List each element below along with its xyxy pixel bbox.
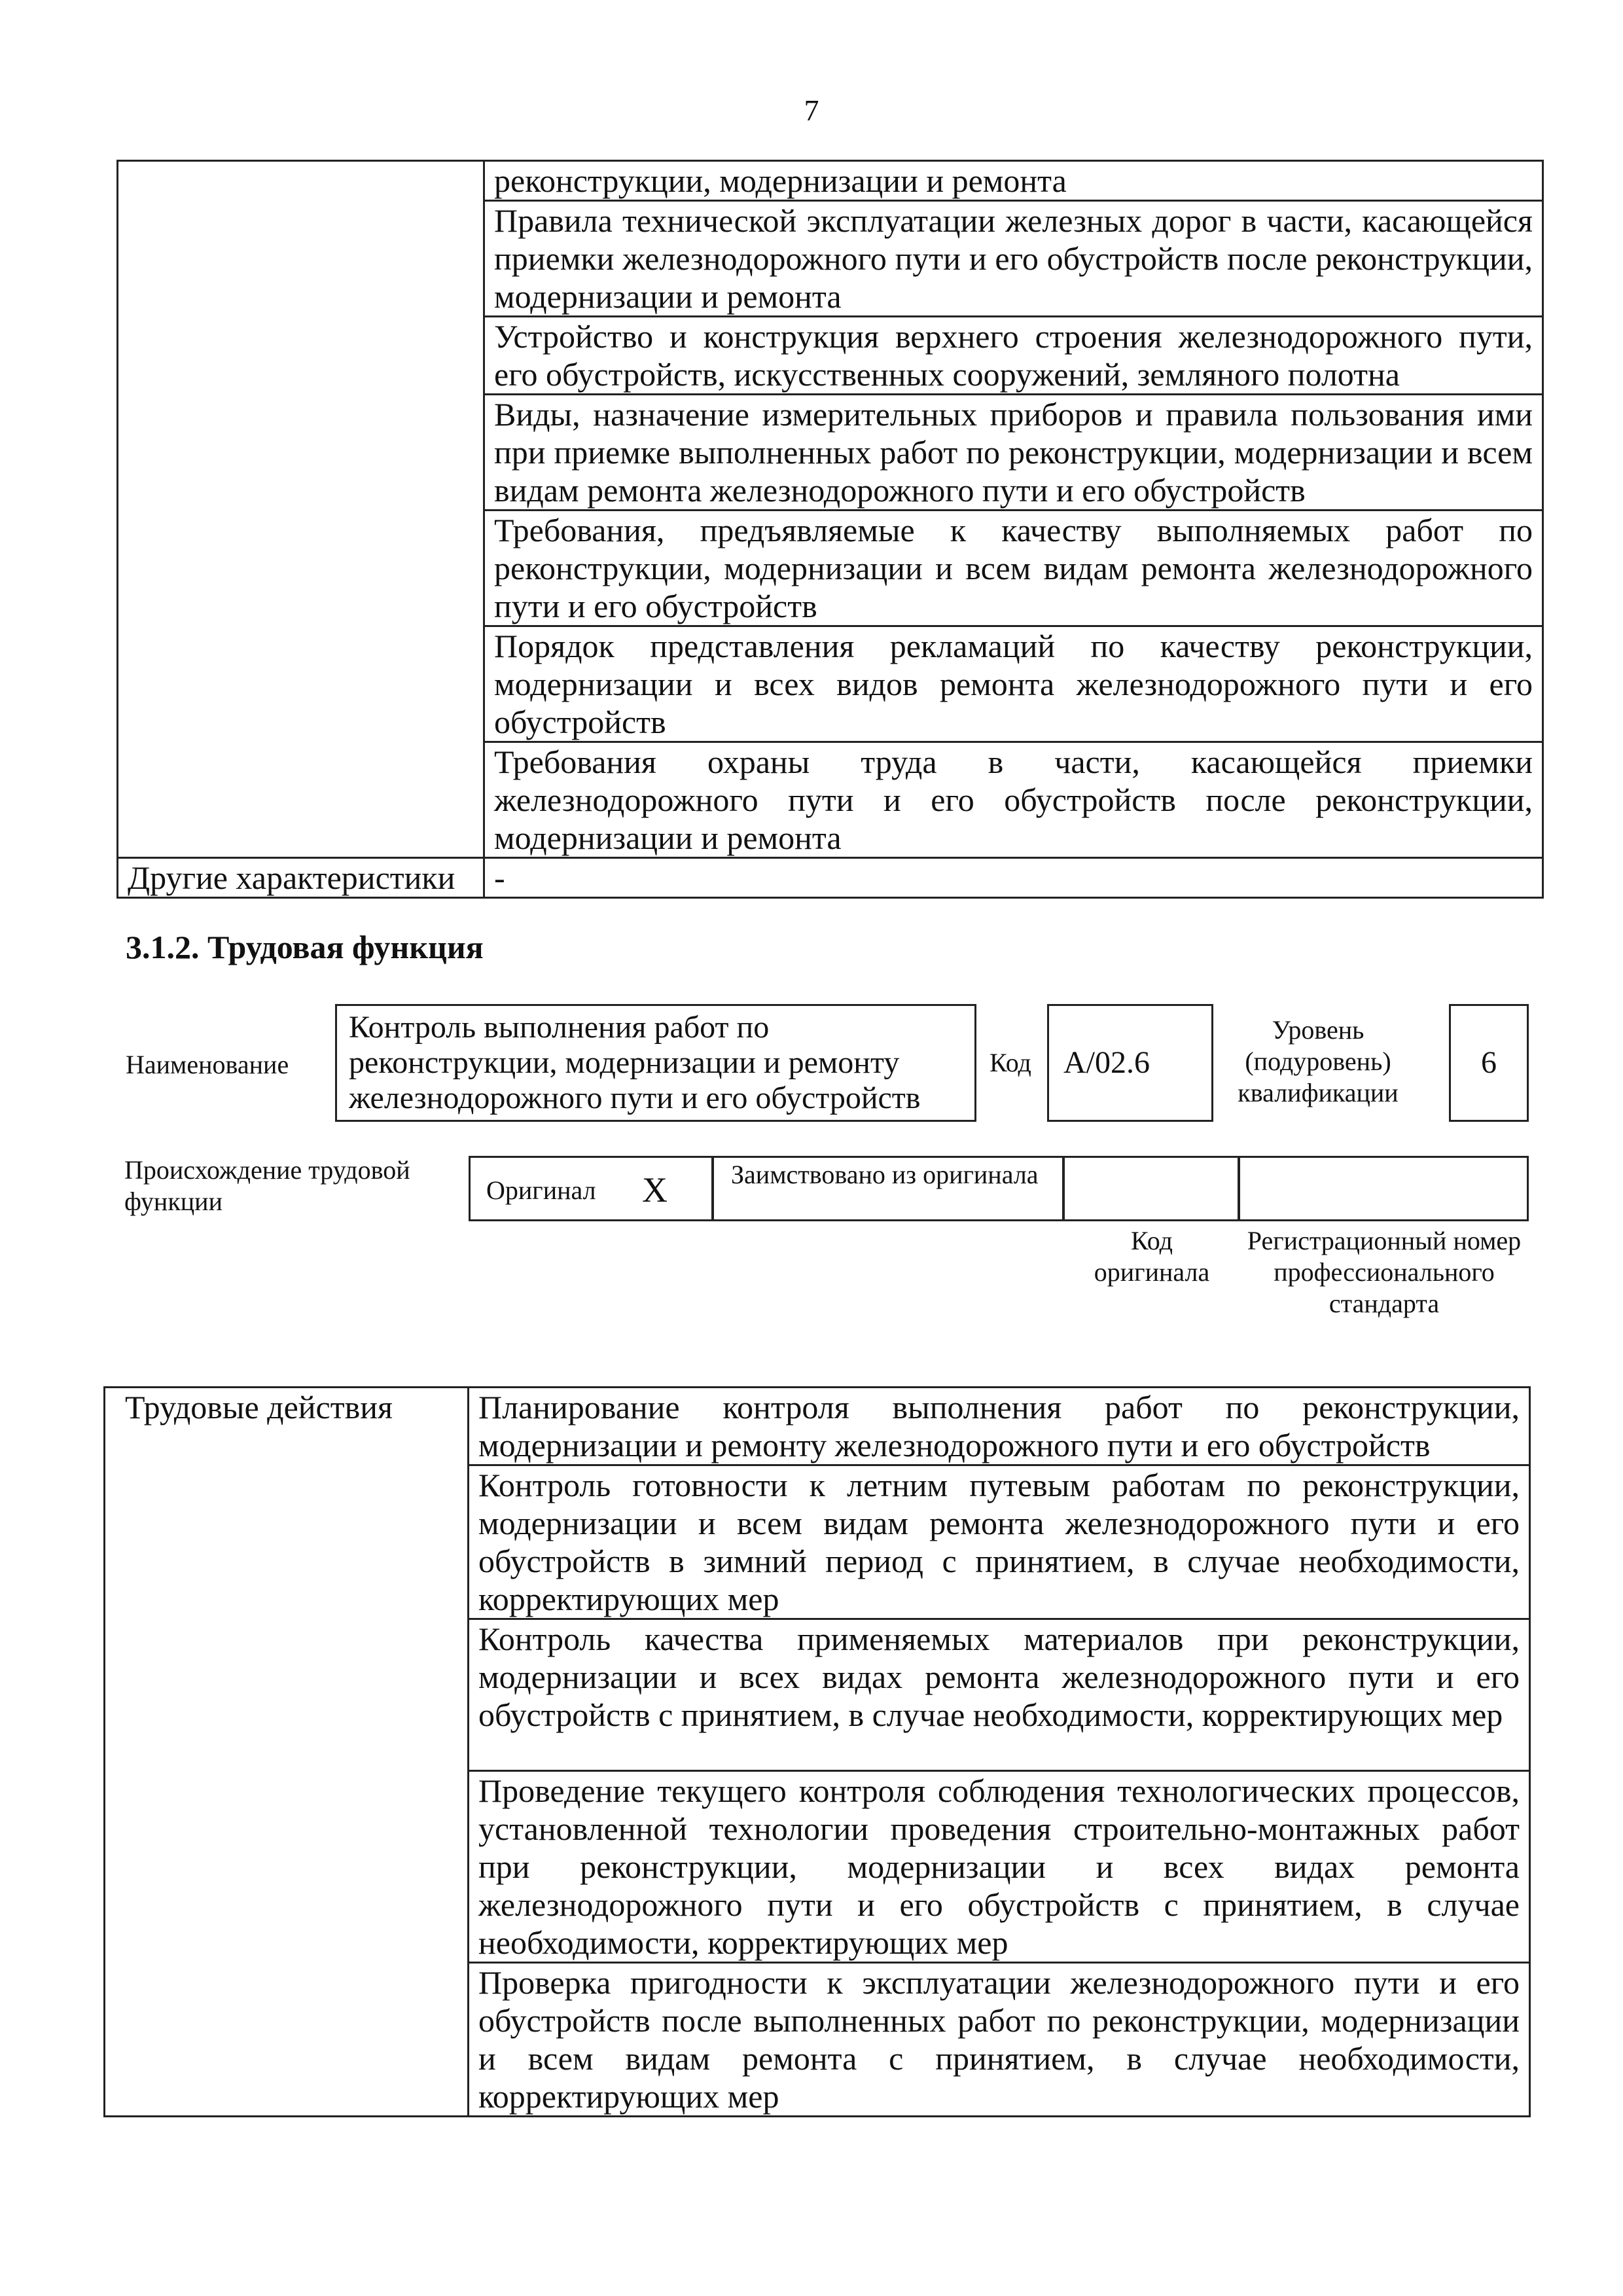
- level-label: Уровень (подуровень) квалификации: [1238, 1015, 1399, 1107]
- actions-label: Трудовые действия: [105, 1388, 469, 2117]
- knowledge-row: Требования, предъявляемые к качеству выполняемых работ по реконструкции, модернизации и всем видам ремонта железнодорожного пути и его обустройств: [484, 511, 1543, 626]
- origin-original-box: [469, 1156, 713, 1221]
- knowledge-table: [116, 160, 1544, 899]
- level-value: 6: [1481, 1045, 1497, 1080]
- action-row: Контроль готовности к летним путевым работам по реконструкции, модернизации и всем видам ремонта железнодорожного пути и его обустройств в зимний период с принятием, в случае необходимости, корректирующих мер: [469, 1465, 1530, 1619]
- code-label: Код: [990, 1048, 1031, 1077]
- knowledge-row: Порядок представления рекламаций по качеству реконструкции, модернизации и всех видов ремонта железнодорожного пути и его обустройств: [484, 626, 1543, 742]
- original-label: Оригинал: [486, 1175, 596, 1205]
- action-row: Проведение текущего контроля соблюдения технологических процессов, установленной технологии проведения строительно-монтажных работ при реконструкции, модернизации и всех видах ремонта железнодорожного пути и его обустройств с принятием, в случае необходимости, корректирующих мер: [469, 1771, 1530, 1963]
- function-name: Контроль выполнения работ по реконструкции, модернизации и ремонту железнодорожного пути и его обустройств: [349, 1010, 921, 1115]
- code-value: А/02.6: [1063, 1045, 1150, 1080]
- name-label: Наименование: [126, 1050, 289, 1079]
- original-mark: X: [642, 1170, 668, 1210]
- action-row: Планирование контроля выполнения работ по реконструкции, модернизации и ремонту железнодорожного пути и его обустройств: [469, 1388, 1530, 1465]
- origin-borrowed-box: [712, 1156, 1064, 1221]
- knowledge-row: реконструкции, модернизации и ремонта: [484, 161, 1543, 201]
- reg-caption: Регистрационный номер профессионального стандарта: [1247, 1226, 1522, 1318]
- page-number: 7: [804, 94, 819, 127]
- knowledge-row: Правила технической эксплуатации железных дорог в части, касающейся приемки железнодорожного пути и его обустройств после реконструкции, модернизации и ремонта: [484, 201, 1543, 317]
- code-box: [1047, 1004, 1213, 1122]
- name-box: [335, 1004, 976, 1122]
- action-row: Проверка пригодности к эксплуатации железнодорожного пути и его обустройств после выполненных работ по реконструкции, модернизации и всем видам ремонта с принятием, в случае необходимости, корректирующих мер: [469, 1963, 1530, 2117]
- knowledge-row: Требования охраны труда в части, касающейся приемки железнодорожного пути и его обустройств после реконструкции, модернизации и ремонта: [484, 742, 1543, 858]
- other-characteristics-label: Другие характеристики: [118, 858, 484, 898]
- action-row: Контроль качества применяемых материалов при реконструкции, модернизации и всех видах ремонта железнодорожного пути и его обустройств с принятием, в случае необходимости, корректирующих мер: [469, 1619, 1530, 1771]
- section-heading: 3.1.2. Трудовая функция: [126, 929, 484, 965]
- actions-table: [103, 1386, 1531, 2117]
- knowledge-row: Виды, назначение измерительных приборов и правила пользования ими при приемке выполненных работ по реконструкции, модернизации и всем видам ремонта железнодорожного пути и его обустройств: [484, 395, 1543, 511]
- code-caption: Код оригинала: [1094, 1226, 1210, 1287]
- level-box: [1449, 1004, 1529, 1122]
- origin-reg-box: [1238, 1156, 1529, 1221]
- left-empty-cell: [118, 161, 484, 858]
- other-characteristics-value: -: [484, 858, 1543, 898]
- borrowed-label: Заимствовано из оригинала: [731, 1160, 1039, 1189]
- origin-code-box: [1063, 1156, 1240, 1221]
- knowledge-row: Устройство и конструкция верхнего строения железнодорожного пути, его обустройств, искусственных сооружений, земляного полотна: [484, 317, 1543, 395]
- origin-label: Происхождение трудовой функции: [124, 1155, 410, 1216]
